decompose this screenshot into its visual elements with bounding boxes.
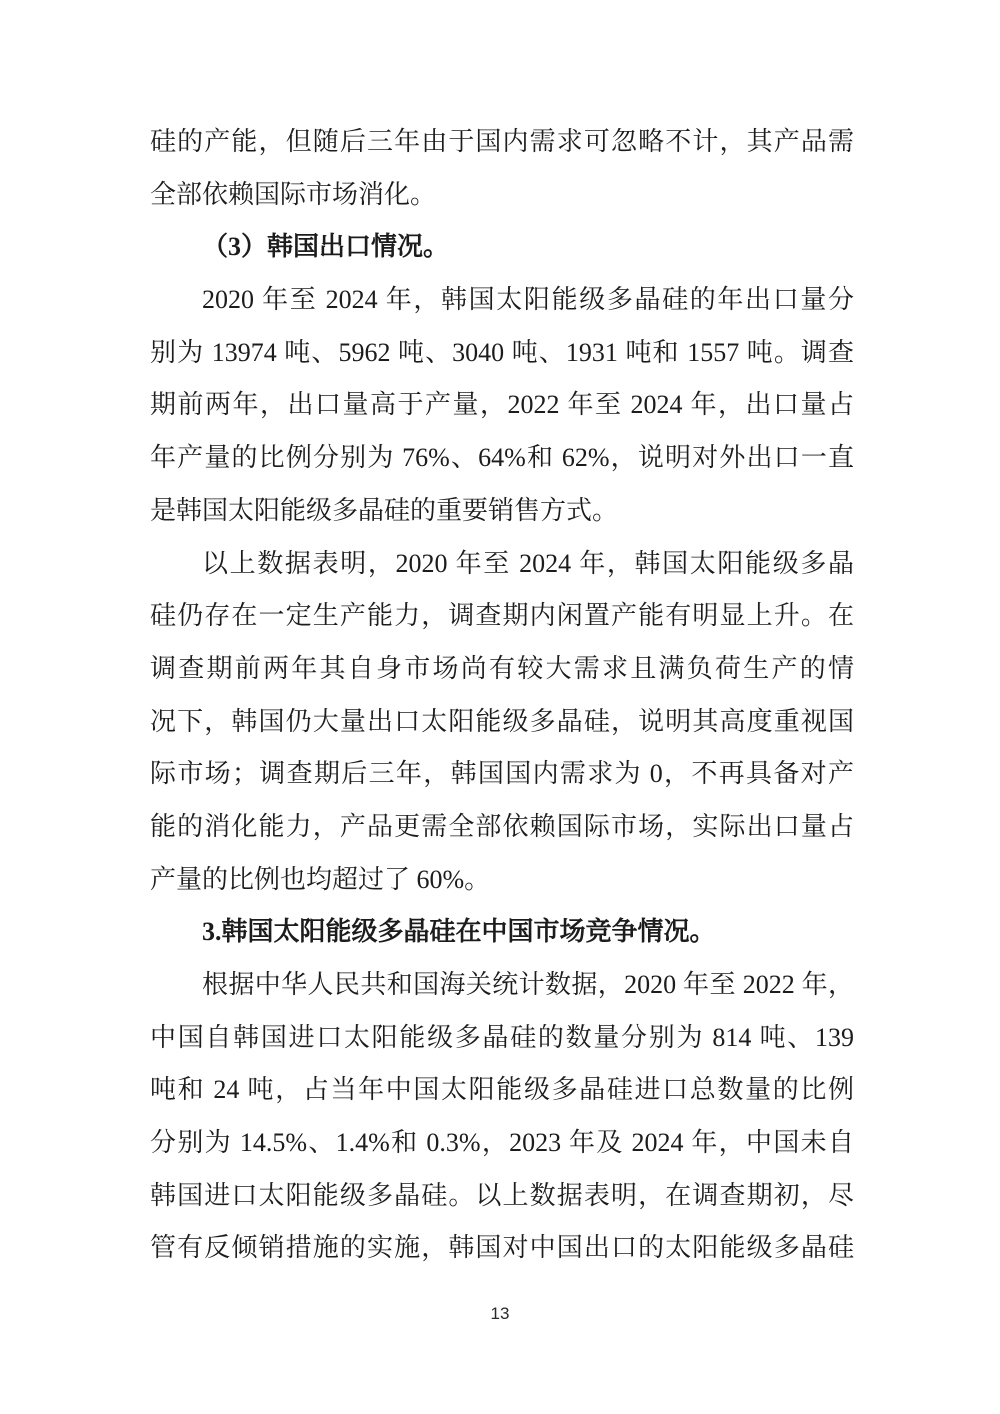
text-line: 况下，韩国仍大量出口太阳能级多晶硅，说明其高度重视国 [150,706,854,736]
text-line: 吨和 24 吨，占当年中国太阳能级多晶硅进口总数量的比例 [150,1075,854,1105]
text-line: 韩国进口太阳能级多晶硅。以上数据表明，在调查期初，尽 [150,1180,854,1210]
text-line: 以上数据表明，2020 年至 2024 年，韩国太阳能级多晶 [202,548,854,578]
page-number: 13 [490,1304,510,1323]
text-line: 能的消化能力，产品更需全部依赖国际市场，实际出口量占 [150,811,854,841]
text-line: 期前两年，出口量高于产量，2022 年至 2024 年，出口量占 [150,390,854,420]
text-line: 调查期前两年其自身市场尚有较大需求且满负荷生产的情 [150,653,854,683]
text-line: 分别为 14.5%、1.4%和 0.3%，2023 年及 2024 年，中国未自 [150,1128,854,1158]
text-line: 硅仍存在一定生产能力，调查期内闲置产能有明显上升。在 [150,601,854,631]
text-line: 年产量的比例分别为 76%、64%和 62%，说明对外出口一直 [150,443,854,473]
text-line: 硅的产能，但随后三年由于国内需求可忽略不计，其产品需 [150,127,854,156]
text-line: 是韩国太阳能级多晶硅的重要销售方式。 [150,495,619,525]
text-line: 2020 年至 2024 年，韩国太阳能级多晶硅的年出口量分 [202,285,854,315]
text-line: 际市场；调查期后三年，韩国国内需求为 0，不再具备对产 [150,759,854,789]
section-heading: （3）韩国出口情况。 [202,232,450,262]
text-line: 根据中华人民共和国海关统计数据，2020 年至 2022 年， [202,970,854,999]
section-heading: 3.韩国太阳能级多晶硅在中国市场竞争情况。 [202,917,716,947]
text-line: 全部依赖国际市场消化。 [150,179,437,209]
text-line: 管有反倾销措施的实施，韩国对中国出口的太阳能级多晶硅 [150,1233,854,1263]
text-block [150,116,854,1275]
text-line: 中国自韩国进口太阳能级多晶硅的数量分别为 814 吨、139 [150,1022,854,1052]
text-line: 产量的比例也均超过了 60%。 [150,864,491,894]
text-line: 别为 13974 吨、5962 吨、3040 吨、1931 吨和 1557 吨。调查 [150,337,854,367]
